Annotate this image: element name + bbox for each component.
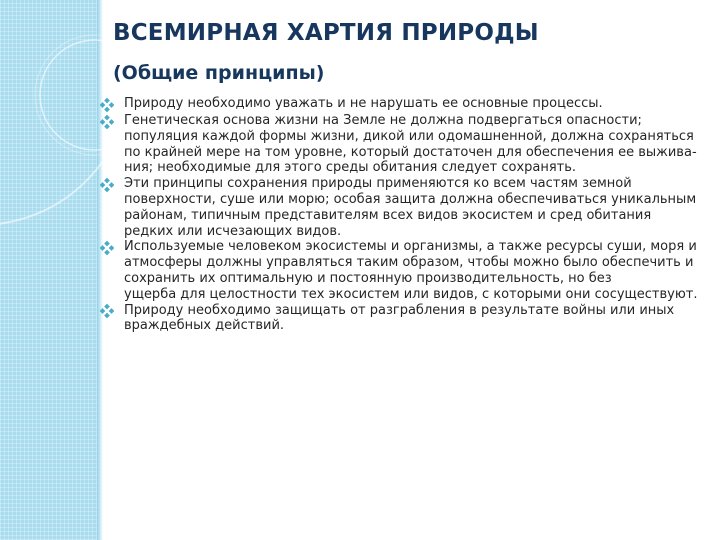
slide-subtitle: (Общие принципы) [113,62,325,84]
list-item [100,239,704,302]
diamond-bullet-icon [100,176,124,193]
diamond-bullet-icon [100,303,124,320]
slide-title: ВСЕМИРНАЯ ХАРТИЯ ПРИРОДЫ [113,20,539,46]
bullet-text: Природу необходимо защищать от разграбления в результате войны или иных враждебных действий. [124,302,675,334]
principles-list [100,96,704,334]
diamond-bullet-icon [100,239,124,256]
diamond-bullet-icon [100,96,124,113]
bullet-text: Используемые человеком экосистемы и организмы, а также ресурсы суши, моря и атмосферы должны управляться таким образом, чтобы можно было обеспечить и сохранить их оптимальную и постоянную производительность, но без ущерба для целостности тех экосистем или видов, с которыми они сосуществуют. [124,239,698,302]
bullet-text: Генетическая основа жизни на Земле не должна подвергаться опасности; популяция каждой формы жизни, дикой или одомашненной, должна сохраняться по крайней мере на том уровне, который достаточен для обеспечения ее выжива-ния; необходимые для этого среды обитания следует сохранять. [124,113,697,176]
list-item [100,176,704,239]
list-item [100,96,704,113]
bullet-text: Эти принципы сохранения природы применяются ко всем частям земной поверхности, суше или морю; особая защита должна обеспечиваться уникальным районам, типичным представителям всех видов экосистем и сред обитания редких или исчезающих видов. [124,176,697,239]
diamond-bullet-icon [100,113,124,130]
list-item [100,303,704,335]
bullet-text: Природу необходимо уважать и не нарушать ее основные процессы. [124,96,603,111]
list-item [100,113,704,176]
